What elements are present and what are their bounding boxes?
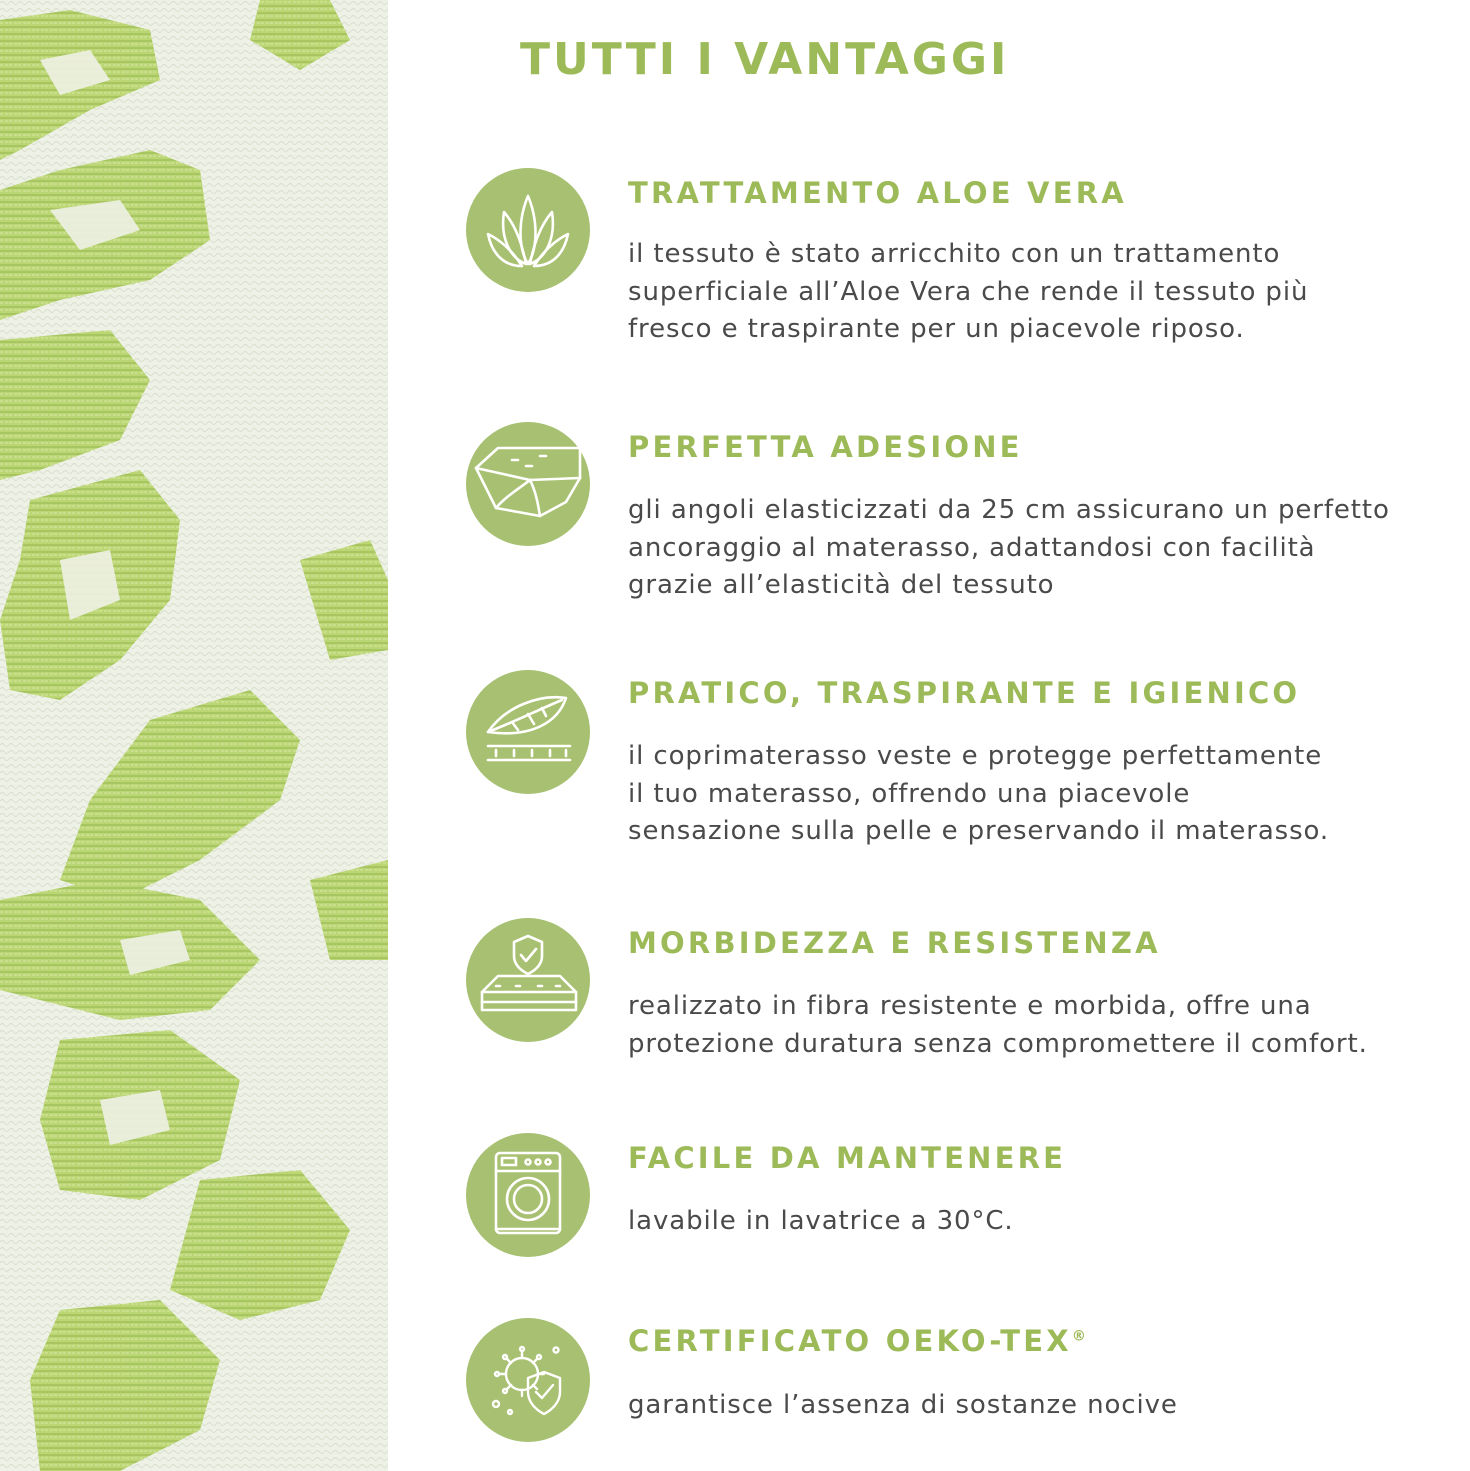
feature-description [628,1387,1448,1425]
virus-shield-icon [466,1318,590,1442]
description-line: il tuo materasso, offrendo una piacevole [628,778,1191,809]
feature-description [628,236,1448,349]
feature-title [628,1324,1086,1358]
page-title: TUTTI I VANTAGGI [520,34,1010,85]
description-line: sensazione sulla pelle e preservando il materasso. [628,816,1330,846]
feature-title: MORBIDEZZA E RESISTENZA [628,926,1161,960]
description-line: il tessuto è stato arricchito con un trattamento [628,239,1281,269]
feature-title: PRATICO, TRASPIRANTE E IGIENICO [628,676,1301,710]
washing-machine-icon [466,1133,590,1257]
feather-icon [466,670,590,794]
feature-title: TRATTAMENTO ALOE VERA [628,176,1127,210]
fabric-texture-image [0,0,388,1471]
feature-description [628,492,1448,605]
description-line: protezione duratura senza compromettere il comfort. [628,1028,1368,1059]
description-line: fresco e traspirante per un piacevole riposo. [628,314,1245,344]
registered-mark: ® [1071,1328,1086,1345]
feature-description [628,1203,1448,1241]
description-line: realizzato in fibra resistente e morbida, offre una [628,991,1312,1021]
description-line: lavabile in lavatrice a 30°C. [628,1206,1014,1236]
feature-title-text: CERTIFICATO OEKO-TEX [628,1324,1072,1358]
mattress-shield-icon [466,918,590,1042]
feature-title: FACILE DA MANTENERE [628,1141,1067,1175]
description-line: gli angoli elasticizzati da 25 cm assicurano un perfetto [628,495,1390,525]
feature-description [628,738,1448,851]
fitted-sheet-icon [466,422,590,546]
description-line: superficiale all’Aloe Vera che rende il tessuto più [628,276,1309,307]
aloe-vera-icon [466,168,590,292]
description-line: garantisce l’assenza di sostanze nocive [628,1390,1178,1420]
description-line: ancoraggio al materasso, adattandosi con facilità [628,532,1316,563]
feature-title: PERFETTA ADESIONE [628,430,1023,464]
description-line: il coprimaterasso veste e protegge perfettamente [628,741,1323,771]
description-line: grazie all’elasticità del tessuto [628,570,1055,600]
feature-description [628,988,1448,1063]
